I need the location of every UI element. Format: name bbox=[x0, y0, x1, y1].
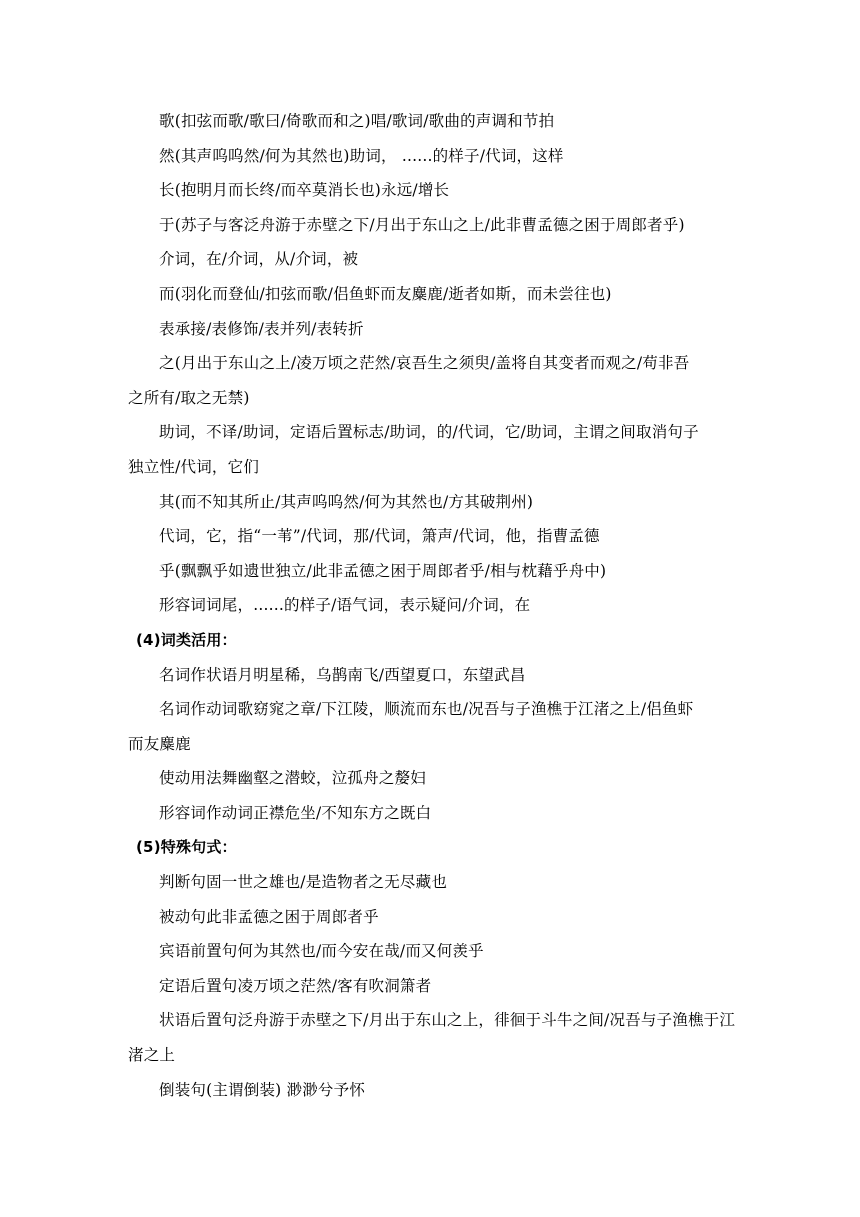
text-line: 长(抱明月而长终/而卒莫消长也)永远/增长 bbox=[159, 181, 450, 200]
text-line: 使动用法舞幽壑之潜蛟，泣孤舟之嫠妇 bbox=[159, 769, 426, 788]
section-heading-5: (5)特殊句式： bbox=[136, 838, 237, 857]
text-line: 之所有/取之无禁) bbox=[128, 388, 250, 407]
text-line: 乎(飘飘乎如遗世独立/此非孟德之困于周郎者乎/相与枕藉乎舟中) bbox=[159, 561, 607, 580]
text-line: 被动句此非孟德之困于周郎者乎 bbox=[159, 907, 379, 926]
text-line: 代词，它，指“一苇”/代词，那/代词，箫声/代词，他，指曹孟德 bbox=[159, 527, 600, 546]
text-line: 之(月出于东山之上/凌万顷之茫然/哀吾生之须臾/盖将自其变者而观之/苟非吾 bbox=[159, 354, 690, 373]
text-line: 而友麋鹿 bbox=[128, 734, 191, 753]
text-line: 宾语前置句何为其然也/而今安在哉/而又何羡乎 bbox=[159, 942, 484, 961]
text-line: 判断句固一世之雄也/是造物者之无尽藏也 bbox=[159, 873, 448, 892]
text-line: 于(苏子与客泛舟游于赤壁之下/月出于东山之上/此非曹孟德之困于周郎者乎) bbox=[159, 215, 685, 234]
text-line: 状语后置句泛舟游于赤壁之下/月出于东山之上，徘徊于斗牛之间/况吾与子渔樵于江 bbox=[159, 1011, 736, 1030]
text-line: 定语后置句凌万顷之茫然/客有吹洞箫者 bbox=[159, 976, 432, 995]
text-line: 名词作状语月明星稀，乌鹊南飞/西望夏口，东望武昌 bbox=[159, 665, 526, 684]
text-line: 然(其声呜呜然/何为其然也)助词， ......的样子/代词，这样 bbox=[159, 146, 564, 165]
text-line: 介词，在/介词，从/介词，被 bbox=[159, 250, 359, 269]
text-line: 独立性/代词，它们 bbox=[128, 457, 260, 476]
text-line: 倒装句(主谓倒装) 渺渺兮予怀 bbox=[159, 1080, 366, 1099]
text-line: 其(而不知其所止/其声呜呜然/何为其然也/方其破荆州) bbox=[159, 492, 534, 511]
text-line: 形容词作动词正襟危坐/不知东方之既白 bbox=[159, 803, 432, 822]
text-line: 歌(扣弦而歌/歌曰/倚歌而和之)唱/歌词/歌曲的声调和节拍 bbox=[159, 112, 555, 130]
section-heading-4: (4)词类活用： bbox=[136, 630, 237, 649]
text-line: 形容词词尾，......的样子/语气词，表示疑问/介词，在 bbox=[159, 596, 531, 615]
text-line: 表承接/表修饰/表并列/表转折 bbox=[159, 319, 364, 338]
text-line: 而(羽化而登仙/扣弦而歌/侣鱼虾而友麋鹿/逝者如斯，而未尝往也) bbox=[159, 284, 612, 303]
text-line: 名词作动词歌窈窕之章/下江陵，顺流而东也/况吾与子渔樵于江渚之上/侣鱼虾 bbox=[159, 700, 694, 719]
text-line: 助词，不译/助词，定语后置标志/助词，的/代词，它/助词，主谓之间取消句子 bbox=[159, 423, 699, 442]
text-line: 渚之上 bbox=[128, 1046, 176, 1065]
